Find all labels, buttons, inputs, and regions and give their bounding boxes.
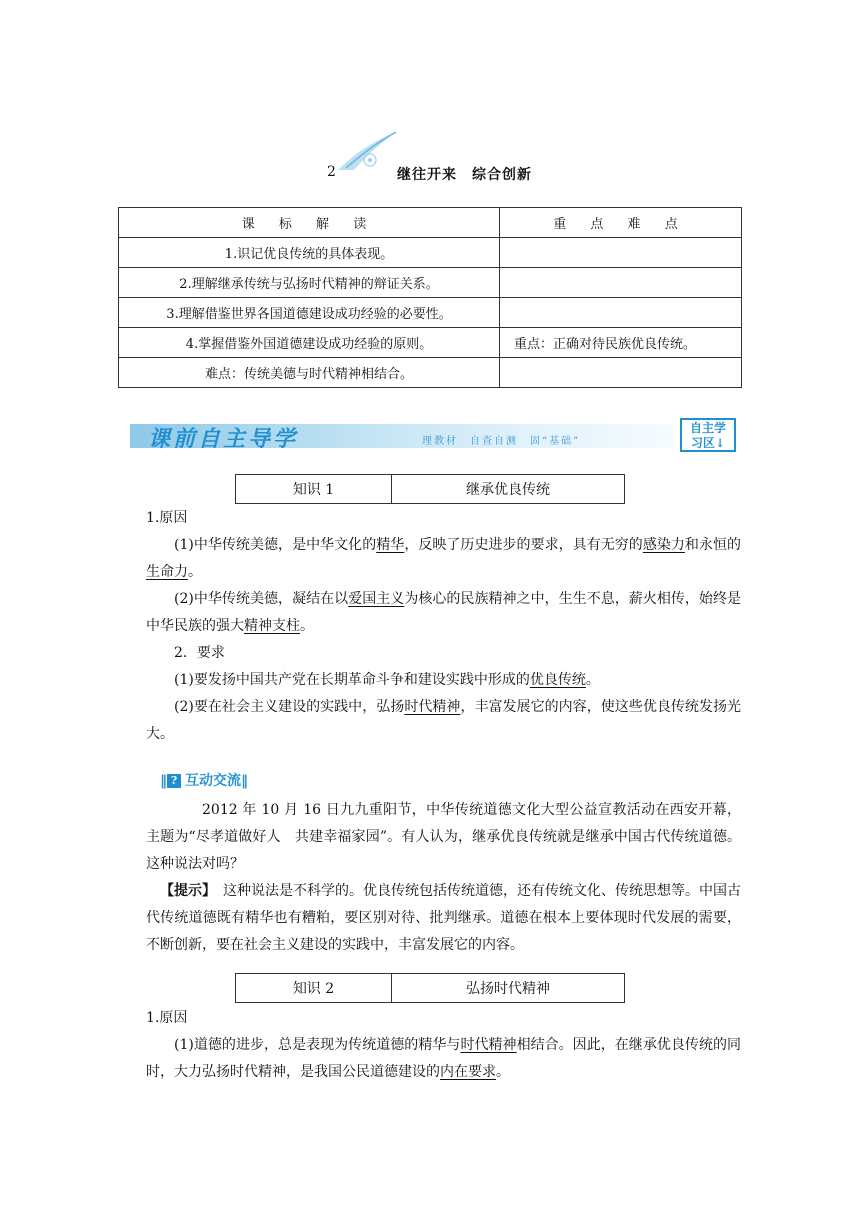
table-header-standards: 课 标 解 读 bbox=[119, 208, 500, 238]
table-row bbox=[119, 298, 742, 328]
banner-badge-line1: 自主学 bbox=[689, 421, 726, 435]
paragraph: (2)中华传统美德，凝结在以爱国主义为核心的民族精神之中，生生不息，薪火相传，始终是中华民族的强大精神支柱。 bbox=[146, 591, 741, 634]
knowledge-2-label: 知识 2 bbox=[236, 974, 392, 1002]
interaction-body bbox=[146, 797, 741, 959]
paragraph: (1)道德的进步，总是表现为传统道德的精华与时代精神相结合。因此，在继承优良传统的同时，大力弘扬时代精神，是我国公民道德建设的内在要求。 bbox=[146, 1037, 742, 1080]
banner-title: 课前自主导学 bbox=[148, 426, 299, 452]
table-cell bbox=[500, 268, 742, 298]
question-icon: ? bbox=[167, 774, 181, 788]
table-cell bbox=[500, 358, 742, 388]
subheading: 2．要求 bbox=[174, 645, 225, 661]
interaction-label: ‖ ? 互动交流‖ bbox=[160, 773, 248, 789]
subheading: 1.原因 bbox=[146, 510, 188, 526]
banner-badge bbox=[680, 418, 736, 452]
knowledge-1-label: 知识 1 bbox=[236, 475, 392, 503]
table-row bbox=[119, 268, 742, 298]
table-cell bbox=[500, 298, 742, 328]
table-cell: 难点：传统美德与时代精神相结合。 bbox=[119, 358, 500, 388]
question-text: 2012 年 10 月 16 日九九重阳节，中华传统道德文化大型公益宣教活动在西安开幕，主题为“尽孝道做好人 共建幸福家园”。有人认为，继承优良传统就是继承中国古代传统道德。这种说法对吗？ bbox=[146, 802, 741, 872]
banner-subtitle: 理教材 自查自测 固“基础” bbox=[422, 436, 581, 447]
paragraph: (1)要发扬中国共产党在长期革命斗争和建设实践中形成的优良传统。 bbox=[174, 672, 600, 688]
section-number: 2 bbox=[327, 164, 336, 180]
knowledge-1-body bbox=[146, 505, 741, 748]
requirements-table bbox=[118, 207, 742, 388]
paragraph: (1)中华传统美德，是中华文化的精华，反映了历史进步的要求，具有无穷的感染力和永恒的生命力。 bbox=[146, 537, 742, 580]
table-row bbox=[119, 358, 742, 388]
table-cell: 重点：正确对待民族优良传统。 bbox=[500, 328, 742, 358]
paragraph: (2)要在社会主义建设的实践中，弘扬时代精神，丰富发展它的内容，使这些优良传统发扬光大。 bbox=[146, 699, 741, 742]
subheading: 1.原因 bbox=[146, 1010, 188, 1026]
table-cell: 4.掌握借鉴外国道德建设成功经验的原则。 bbox=[119, 328, 500, 358]
knowledge-2-body bbox=[146, 1005, 741, 1086]
table-cell: 1.识记优良传统的具体表现。 bbox=[119, 238, 500, 268]
knowledge-1-header bbox=[235, 474, 625, 504]
knowledge-2-header bbox=[235, 973, 625, 1003]
section-banner bbox=[130, 418, 738, 454]
table-cell: 2.理解继承传统与弘扬时代精神的辩证关系。 bbox=[119, 268, 500, 298]
table-header-keypoints: 重 点 难 点 bbox=[500, 208, 742, 238]
table-row bbox=[119, 238, 742, 268]
paper-plane-logo-icon bbox=[336, 130, 400, 174]
banner-badge-line2: 习区↓ bbox=[690, 436, 726, 450]
hint-paragraph: 【提示】 这种说法是不科学的。优良传统包括传统道德，还有传统文化、传统思想等。中国古代传统道德既有精华也有糟粕，要区别对待、批判继承。道德在根本上要体现时代发展的需要，不断创新，要在社会主义建设的实践中，丰富发展它的内容。 bbox=[146, 883, 741, 953]
table-cell bbox=[500, 238, 742, 268]
knowledge-1-name: 继承优良传统 bbox=[466, 482, 550, 498]
table-row bbox=[119, 328, 742, 358]
table-cell: 3.理解借鉴世界各国道德建设成功经验的必要性。 bbox=[119, 298, 500, 328]
section-title: 继往开来 综合创新 bbox=[397, 167, 532, 183]
knowledge-2-name: 弘扬时代精神 bbox=[466, 981, 550, 997]
